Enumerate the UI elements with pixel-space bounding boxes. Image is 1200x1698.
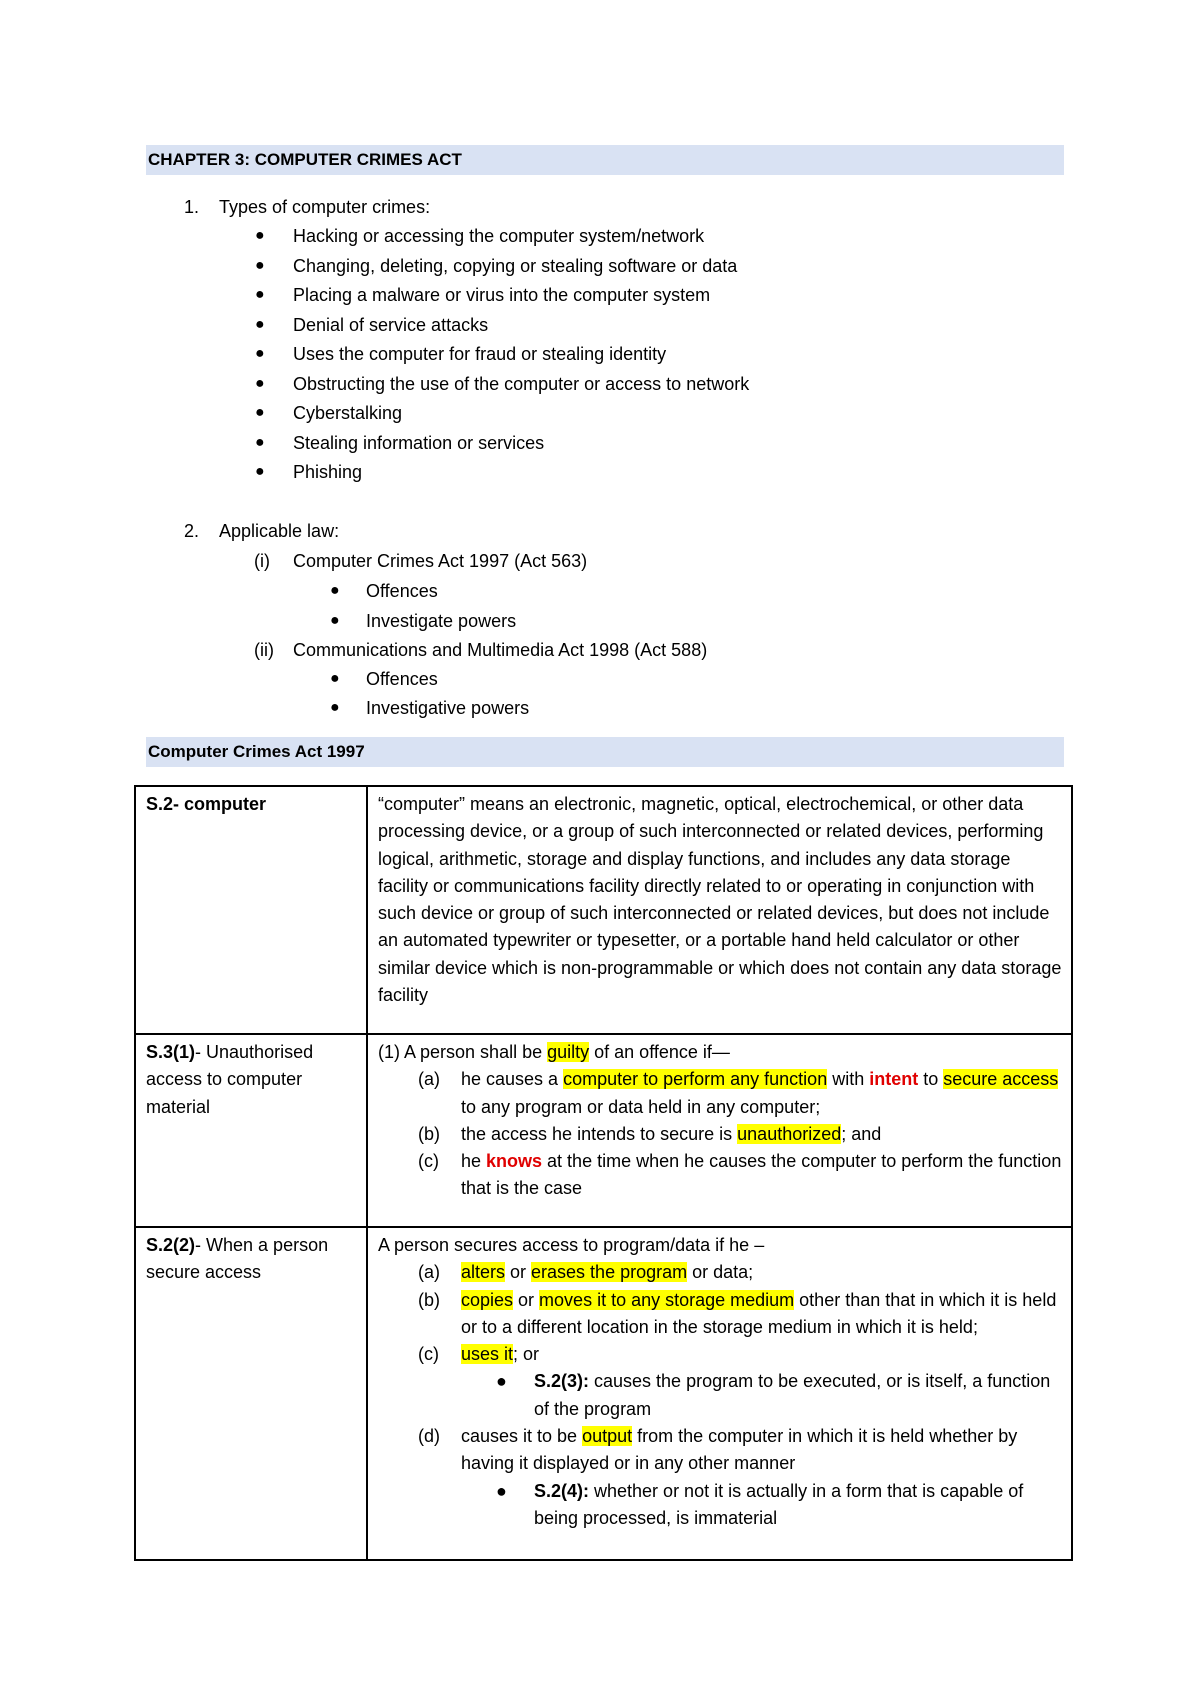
section2-number: 2. xyxy=(184,521,200,541)
crime-type-item: Changing, deleting, copying or stealing software or data xyxy=(293,255,738,276)
section1-title: Types of computer crimes: xyxy=(219,197,431,217)
clause-label: (c) xyxy=(418,1344,439,1365)
clause-label: (b) xyxy=(418,1123,440,1144)
section1-number: 1. xyxy=(184,197,200,217)
bullet-icon: ● xyxy=(255,345,265,362)
highlight: copies xyxy=(461,1289,514,1310)
cca-heading: Computer Crimes Act 1997 xyxy=(146,737,1064,767)
clause-label: (b) xyxy=(418,1289,440,1310)
clause-label: (d) xyxy=(418,1426,440,1447)
highlight: computer to perform any function xyxy=(563,1069,828,1090)
crime-type-item: Hacking or accessing the computer system/network xyxy=(293,226,705,246)
provision-cell: (1) A person shall be guilty of an offence if— (a) he causes a computer to perform any function with intent to secure access to any program or data held in any computer; (b) the access he intends to secure is unauthorized; and (c) he knows at the time when he causes the computer to perform the function that is the case xyxy=(367,1034,1072,1227)
section-ref: S.2(2) xyxy=(146,1235,196,1255)
highlight: unauthorized xyxy=(737,1123,842,1144)
emphasis: knows xyxy=(486,1151,543,1172)
law1-item: Investigate powers xyxy=(366,611,517,631)
crime-type-item: Phishing xyxy=(293,462,363,482)
section-title: - Unauthorised access to computer material xyxy=(146,1042,314,1117)
section2-title: Applicable law: xyxy=(219,521,340,541)
section-ref: S.2- computer xyxy=(146,794,267,814)
highlight: output xyxy=(582,1426,633,1447)
bullet-icon: ● xyxy=(255,286,265,303)
crime-type-item: Denial of service attacks xyxy=(293,314,489,335)
crime-type-item: Obstructing the use of the computer or access to network xyxy=(293,373,750,394)
clause-label: (a) xyxy=(418,1262,440,1283)
highlight: secure access xyxy=(943,1069,1059,1090)
crime-type-item: Placing a malware or virus into the computer system xyxy=(293,285,711,305)
section-title: - When a person secure access xyxy=(146,1235,329,1283)
section-ref: S.3(1) xyxy=(146,1042,196,1062)
bullet-icon: ● xyxy=(496,1480,507,1501)
law2-roman: (ii) xyxy=(254,640,274,660)
highlight: alters xyxy=(461,1262,506,1283)
bullet-icon: ● xyxy=(330,699,340,716)
bullet-icon: ● xyxy=(255,256,265,274)
bullet-icon: ● xyxy=(330,582,340,599)
bullet-icon: ● xyxy=(255,315,265,333)
emphasis: intent xyxy=(869,1069,919,1090)
table-row xyxy=(135,1034,1072,1227)
highlight: erases the program xyxy=(531,1262,688,1283)
table-row xyxy=(135,1227,1072,1560)
bullet-icon: ● xyxy=(330,612,340,629)
bullet-icon: ● xyxy=(255,433,265,451)
table-row xyxy=(135,786,1072,1034)
law1-item: Offences xyxy=(366,581,438,601)
clause-label: (c) xyxy=(418,1151,439,1172)
bullet-icon: ● xyxy=(255,404,265,421)
definition-cell: “computer” means an electronic, magnetic, optical, electrochemical, or other data processing device, or a group of such interconnected or related devices, performing logical, arithmetic, storage and display functions, and includes any data storage facility or communications facility directly related to or operating in conjunction with such device or group of such interconnected or related devices, but does not include an automated typewriter or typesetter, or a portable hand held calculator or other similar device which is non-programmable or which does not contain any data storage facility xyxy=(367,786,1072,1034)
crime-type-item: Cyberstalking xyxy=(293,403,403,423)
highlight: uses it xyxy=(461,1344,514,1365)
chapter-heading: CHAPTER 3: COMPUTER CRIMES ACT xyxy=(146,145,1064,175)
law2-item: Investigative powers xyxy=(366,698,530,718)
law2-name: Communications and Multimedia Act 1998 (Act 588) xyxy=(293,640,708,660)
crime-type-item: Stealing information or services xyxy=(293,432,545,453)
clause-label: (a) xyxy=(418,1069,440,1090)
law1-name: Computer Crimes Act 1997 (Act 563) xyxy=(293,551,588,571)
bullet-icon: ● xyxy=(255,374,265,392)
bullet-icon: ● xyxy=(330,670,340,687)
bullet-icon: ● xyxy=(255,463,265,480)
law-table xyxy=(134,785,1073,1561)
provision-cell: A person secures access to program/data if he – (a) alters or erases the program or data; (b) copies or moves it to any storage medium other than that in which it is held or to a different location in the storage medium in which it is held; (c) uses it; or ● S.2(3): causes the program to be executed, or is itself, a function of the program (d) causes it to be output from the computer in which it is held whether by having it displayed or in any other manner ● S.2(4): whether or not it is actually in a form that is capable of being processed, is immaterial xyxy=(367,1227,1072,1560)
highlight: moves it to any storage medium xyxy=(539,1289,795,1310)
law1-roman: (i) xyxy=(254,551,270,571)
bullet-icon: ● xyxy=(255,227,265,244)
highlight: guilty xyxy=(547,1042,590,1062)
crime-type-item: Uses the computer for fraud or stealing identity xyxy=(293,344,667,364)
law2-item: Offences xyxy=(366,669,438,689)
bullet-icon: ● xyxy=(496,1371,507,1392)
